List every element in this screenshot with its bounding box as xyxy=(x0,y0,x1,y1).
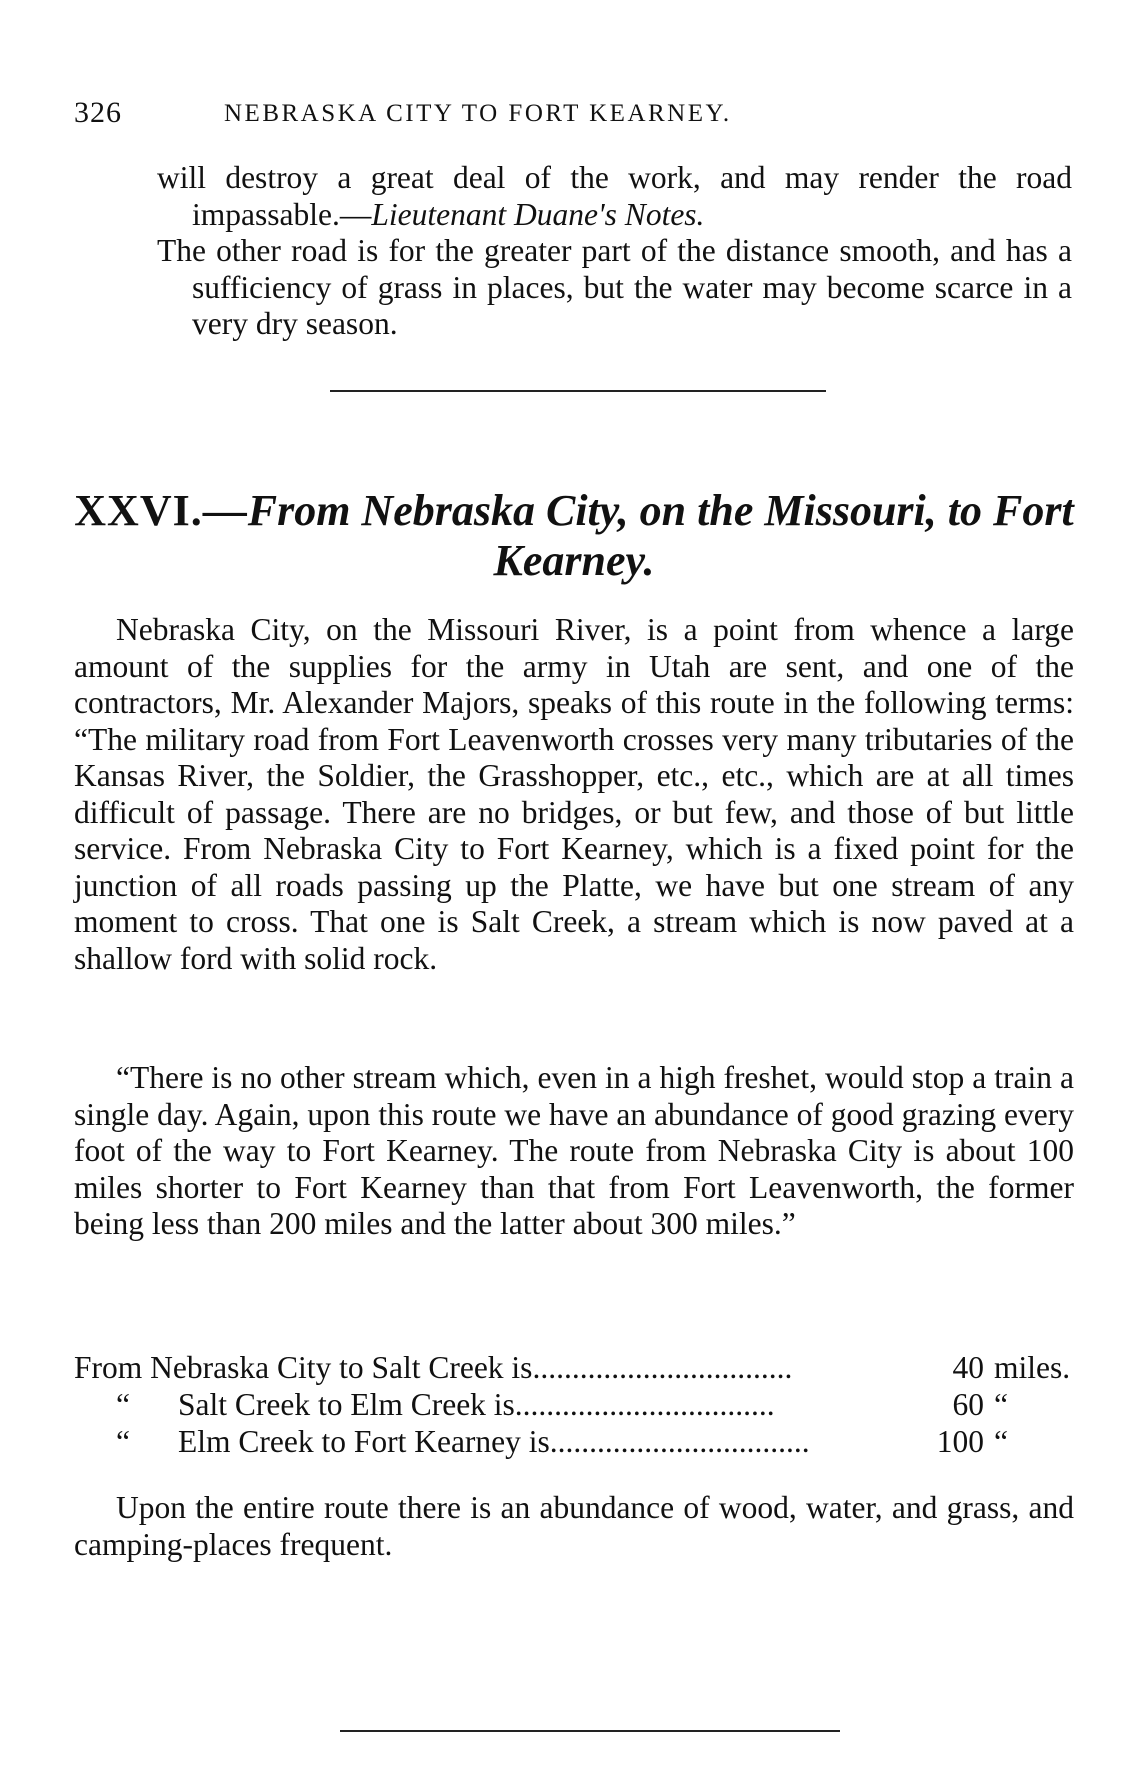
running-head xyxy=(74,96,1074,136)
distance-value: 40 xyxy=(952,1350,984,1385)
distance-description: Salt Creek to Elm Creek is................................. xyxy=(178,1387,775,1422)
closing-paragraph: Upon the entire route there is an abundance of wood, water, and grass, and camping-places frequent. xyxy=(74,1490,1074,1562)
page-number: 326 xyxy=(74,96,122,129)
distance-description: Elm Creek to Fort Kearney is................................. xyxy=(178,1424,810,1459)
distance-row xyxy=(74,1424,1084,1461)
distance-row xyxy=(74,1350,1084,1387)
distance-unit: “ xyxy=(994,1424,1008,1459)
intro-paragraph-other-road: The other road is for the greater part of the distance smooth, and has a sufficiency of grass in places, but the water may become scarce in a very dry season. xyxy=(157,233,1072,341)
distance-table xyxy=(74,1350,1084,1461)
ditto-mark: “ xyxy=(116,1387,130,1422)
section-heading xyxy=(74,486,1074,586)
distance-unit: miles. xyxy=(994,1350,1071,1385)
distance-unit: “ xyxy=(994,1387,1008,1422)
ditto-mark: “ xyxy=(116,1424,130,1459)
distance-row xyxy=(74,1387,1084,1424)
body-paragraph-2: “There is no other stream which, even in a high freshet, would stop a train a single day. Again, upon this route we have an abundance of good grazing every foot of the way to Fort Kearney. The route from Nebraska City is about 100 miles shorter to Fort Kearney than that from Fort Leavenworth, the former being less than 200 miles and the latter about 300 miles.” xyxy=(74,1060,1074,1241)
section-divider-bottom xyxy=(340,1730,840,1732)
section-divider-top xyxy=(330,390,826,392)
distance-description: From Nebraska City to Salt Creek is................................. xyxy=(74,1350,793,1385)
intro-text: will destroy a great deal of the work, and may render the road impassable.— xyxy=(157,160,1072,232)
distance-value: 100 xyxy=(936,1424,984,1459)
section-number: XXVI.— xyxy=(74,486,248,535)
citation: Lieutenant Duane's Notes. xyxy=(371,196,705,232)
running-title: NEBRASKA CITY TO FORT KEARNEY. xyxy=(224,100,732,127)
intro-paragraph-continued xyxy=(157,160,1072,233)
section-title: From Nebraska City, on the Missouri, to Fort Kearney. xyxy=(247,486,1074,585)
body-paragraph-1: Nebraska City, on the Missouri River, is a point from whence a large amount of the supplies for the army in Utah are sent, and one of the contractors, Mr. Alexander Majors, speaks of this route in the following terms: “The military road from Fort Leavenworth crosses very many tributaries of the Kansas River, the Soldier, the Grasshopper, etc., etc., which are at all times difficult of passage. There are no bridges, or but few, and those of but little service. From Nebraska City to Fort Kearney, which is a fixed point for the junction of all roads passing up the Platte, we have but one stream of any moment to cross. That one is Salt Creek, a stream which is now paved at a shallow ford with solid rock. xyxy=(74,612,1074,976)
distance-value: 60 xyxy=(952,1387,984,1422)
